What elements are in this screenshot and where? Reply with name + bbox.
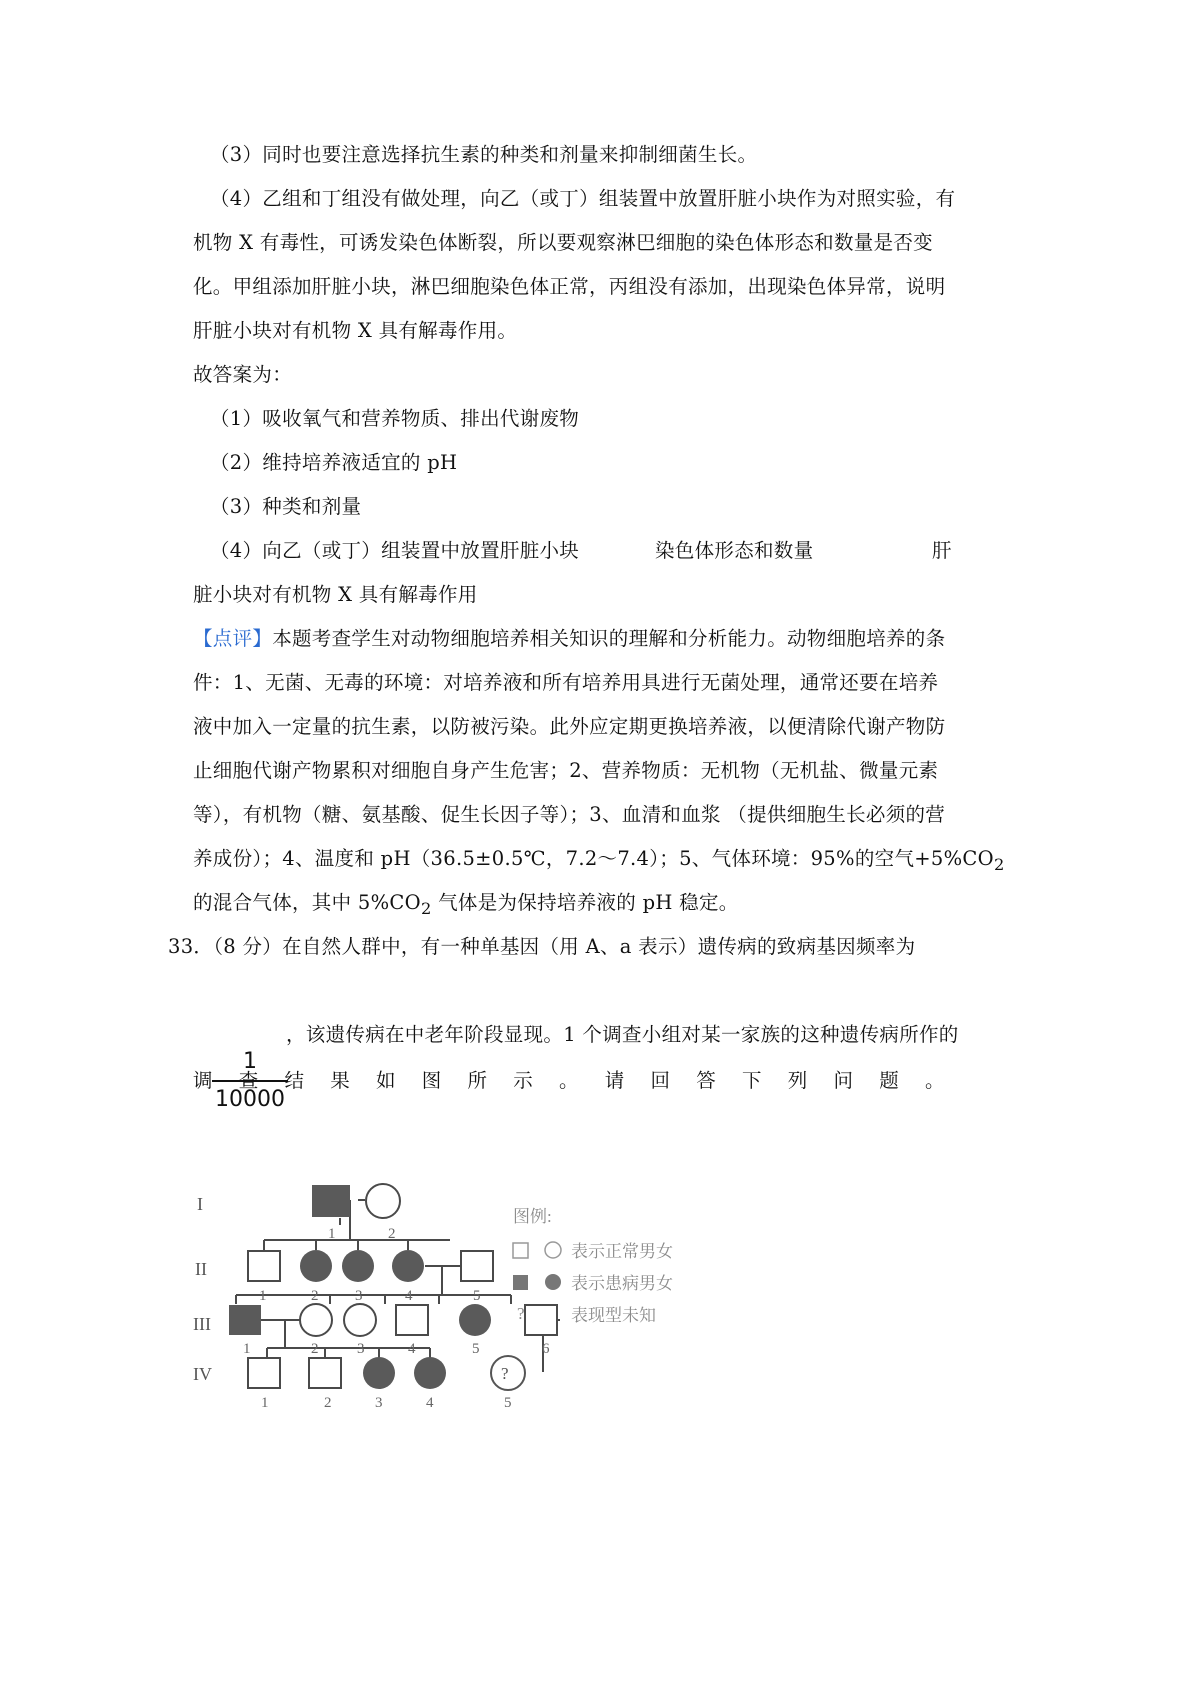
comment-text-7a: 的混合气体，其中 5%CO (193, 891, 421, 914)
individual-IV-2 (309, 1358, 341, 1388)
individual-I-1 (312, 1185, 350, 1217)
question-33-line-3 (193, 1066, 945, 1096)
char: 果 (330, 1069, 351, 1092)
comment-text-6: 养成份）；4、温度和 pH（36.5±0.5℃，7.2～7.4）；5、气体环境：95%的空气+5%CO (193, 847, 994, 870)
label-IV-4: 4 (426, 1395, 434, 1411)
label-II-5: 5 (473, 1288, 481, 1304)
label-IV-3: 3 (375, 1395, 383, 1411)
char: 如 (376, 1069, 396, 1092)
answer-item-4-part-a: （4）向乙（或丁）组装置中放置肝脏小块 (210, 539, 580, 562)
question-33-line-2: ，该遗传病在中老年阶段显现。1 个调查小组对某一家族的这种遗传病所作的 (286, 1023, 959, 1046)
individual-I-2 (366, 1184, 400, 1218)
label-I-2: 2 (388, 1226, 396, 1242)
answer-line-4-detail-a: （4）乙组和丁组没有做处理，向乙（或丁）组装置中放置肝脏小块作为对照实验，有 (210, 187, 956, 210)
legend-title: 图例: (513, 1207, 552, 1226)
label-IV-2: 2 (324, 1395, 332, 1411)
comment-tag: 【点评】 (193, 627, 273, 650)
individual-II-1 (248, 1251, 280, 1281)
legend-unknown-label: 表现型未知 (571, 1306, 656, 1325)
legend-normal-female-icon (545, 1242, 561, 1258)
legend-affected-label: 表示患病男女 (571, 1274, 673, 1293)
legend-normal-label: 表示正常男女 (571, 1242, 673, 1261)
char: 问 (833, 1069, 854, 1092)
answer-item-4-part-b: 染色体形态和数量 (655, 539, 814, 562)
comment-line-3: 液中加入一定量的抗生素，以防被污染。此外应定期更换培养液，以便清除代谢产物防 (193, 715, 946, 738)
comment-line-4: 止细胞代谢产物累积对细胞自身产生危害；2、营养物质：无机物（无机盐、微量元素 (193, 759, 939, 782)
gen-label-IV: IV (193, 1364, 212, 1384)
char: 结 (284, 1069, 305, 1092)
individual-II-2 (300, 1250, 332, 1282)
individual-III-6 (525, 1305, 557, 1335)
fraction-numerator: 1 (243, 1049, 257, 1074)
answer-item-4-cont: 脏小块对有机物 X 具有解毒作用 (193, 583, 478, 606)
comment-line-7 (193, 888, 739, 924)
label-III-5: 5 (472, 1341, 480, 1357)
comment-line-2: 件：1、无菌、无毒的环境：对培养液和所有培养用具进行无菌处理，通常还要在培养 (193, 671, 939, 694)
individual-IV-4 (414, 1357, 446, 1389)
char: 示 (513, 1069, 534, 1092)
char: 回 (650, 1069, 671, 1092)
char: 。 (925, 1069, 945, 1092)
label-III-4: 4 (408, 1341, 416, 1357)
label-II-1: 1 (259, 1288, 267, 1304)
char: 查 (238, 1069, 259, 1092)
legend-normal-male-icon (513, 1243, 528, 1258)
answer-line-4-detail-c: 化。甲组添加肝脏小块，淋巴细胞染色体正常，丙组没有添加，出现染色体异常，说明 (193, 275, 946, 298)
label-I-1: 1 (328, 1226, 336, 1242)
char: 题 (879, 1069, 900, 1092)
char: 。 (559, 1069, 579, 1092)
answer-item-4-part-c: 肝 (932, 539, 952, 562)
subscript-2b: 2 (420, 898, 432, 918)
answer-line-3-detail: （3）同时也要注意选择抗生素的种类和剂量来抑制细菌生长。 (210, 143, 758, 166)
label-III-6: 6 (542, 1341, 550, 1357)
label-II-4: 4 (405, 1288, 413, 1304)
label-II-3: 3 (355, 1288, 363, 1304)
answer-item-2: （2）维持培养液适宜的 pH (210, 451, 458, 474)
legend-affected-male-icon (513, 1275, 528, 1290)
char: 图 (421, 1069, 442, 1092)
individual-II-3 (342, 1250, 374, 1282)
fraction-denominator: 10000 (215, 1087, 285, 1112)
label-III-3: 3 (357, 1341, 365, 1357)
char: 调 (193, 1069, 213, 1092)
answer-item-1: （1）吸收氧气和营养物质、排出代谢废物 (210, 407, 580, 430)
comment-text-7b: 气体是为保持培养液的 pH 稳定。 (431, 891, 739, 914)
individual-II-4 (392, 1250, 424, 1282)
answer-item-4 (210, 536, 1000, 566)
individual-II-5 (461, 1251, 493, 1281)
label-III-1: 1 (243, 1341, 251, 1357)
gen-label-I: I (197, 1194, 203, 1214)
individual-III-4 (396, 1305, 428, 1335)
gen-label-III: III (193, 1314, 211, 1334)
answer-line-4-detail-d: 肝脏小块对有机物 X 具有解毒作用。 (193, 319, 518, 342)
char: 请 (604, 1069, 625, 1092)
label-II-2: 2 (311, 1288, 319, 1304)
question-33-line-1: 33．（8 分）在自然人群中，有一种单基因（用 A、a 表示）遗传病的致病基因频率为 (168, 935, 916, 958)
char: 下 (742, 1069, 762, 1092)
comment-line-5: 等），有机物（糖、氨基酸、促生长因子等）；3、血清和血浆 （提供细胞生长必须的营 (193, 803, 946, 826)
gen-label-II: II (195, 1259, 207, 1279)
char: 列 (787, 1069, 808, 1092)
comment-text-1: 本题考查学生对动物细胞培养相关知识的理解和分析能力。动物细胞培养的条 (272, 627, 946, 650)
char: 所 (467, 1069, 488, 1092)
individual-III-2 (300, 1304, 332, 1336)
individual-IV-1 (248, 1358, 280, 1388)
unknown-phenotype-mark: ? (501, 1364, 509, 1383)
char: 答 (696, 1069, 717, 1092)
answer-line-4-detail-b: 机物 X 有毒性，可诱发染色体断裂，所以要观察淋巴细胞的染色体形态和数量是否变 (193, 231, 933, 254)
pedigree-diagram (193, 1180, 725, 1515)
label-III-2: 2 (311, 1341, 319, 1357)
subscript-2: 2 (993, 854, 1005, 874)
answer-item-3: （3）种类和剂量 (210, 495, 362, 518)
legend-unknown-icon: ? (517, 1304, 525, 1323)
label-IV-5: 5 (504, 1395, 512, 1411)
individual-III-5 (459, 1304, 491, 1336)
individual-IV-3 (363, 1357, 395, 1389)
individual-III-3 (344, 1304, 376, 1336)
comment-line-1 (193, 624, 945, 654)
legend-affected-female-icon (545, 1274, 561, 1290)
individual-III-1 (229, 1305, 261, 1335)
comment-line-6 (193, 844, 1005, 880)
label-IV-1: 1 (261, 1395, 269, 1411)
answer-heading: 故答案为： (193, 363, 293, 386)
